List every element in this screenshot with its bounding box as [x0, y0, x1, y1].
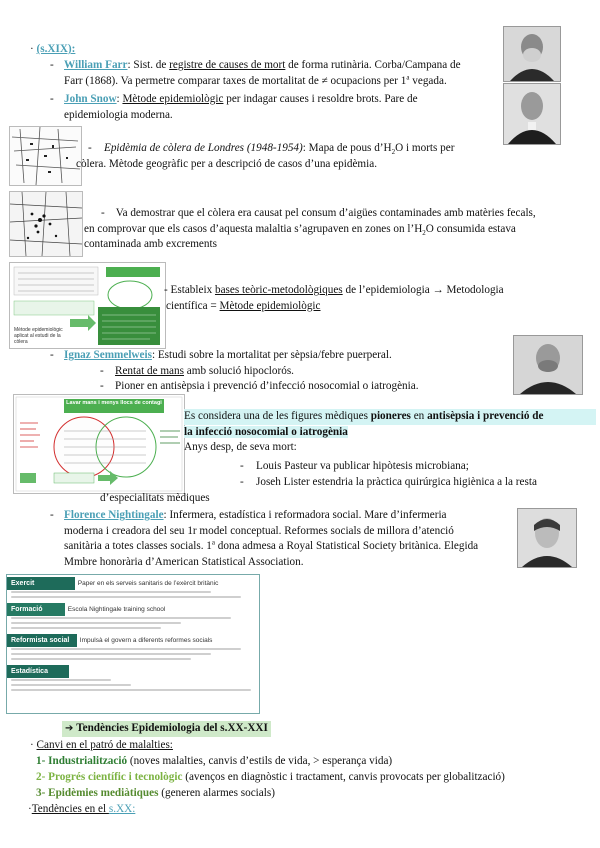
bases-paragraph: - Estableix bases teòric-metodològiques de l’epidemiologia → Metodologia científica = Mètode epidemiològic: [164, 284, 504, 312]
semmelweis-portrait: [513, 335, 583, 395]
table-row: Exercit Paper en els serveis sanitaris de l’exèrcit britànic: [7, 575, 259, 588]
farr-name: William Farr: [64, 59, 128, 71]
snow-portrait: [503, 83, 561, 145]
lister-line: - Joseh Lister estendria la pràctica quirúrgica higiènica a la resta: [240, 476, 537, 488]
section-19-header: · (s.XIX):: [30, 43, 76, 55]
nightingale-portrait: [517, 508, 577, 568]
trend-item-3: 3- Epidèmies mediàtiques (generen alarmes socials): [36, 787, 275, 799]
methodology-diagram: [9, 262, 166, 349]
pasteur-line: - Louis Pasteur va publicar hipòtesis microbiana;: [240, 460, 469, 472]
trends-20th: ·Tendències en el s.XX:: [28, 803, 136, 815]
pioneer-paragraph: Es considera una de les figures mèdiques pioneres en antisèpsia i prevenció de la infecció nosocomial o iatrogènia Anys desp, de seva mort:: [184, 409, 596, 456]
snow-map-image: [9, 191, 83, 257]
table-row: Formació Escola Nightingale training school: [7, 601, 259, 614]
nightingale-name: Florence Nightingale: [64, 509, 164, 521]
snow-name: John Snow: [64, 93, 117, 105]
century-label: (s.XIX):: [36, 43, 76, 55]
farr-paragraph: - William Farr: Sist. de registre de causes de mort de forma rutinària. Corba/Campana de Farr (1868). Va permetre comparar taxes de mortalitat de ≠ ocupacions per 1$^a$ vegada.: [50, 59, 461, 87]
nightingale-table: [6, 574, 260, 714]
lister-line-2: d’especialitats mèdiques: [100, 492, 210, 504]
cholera-paragraph: - Epidèmia de còlera de Londres (1948-1954): Mapa de pous $d’H_2O$ i morts per còlera. Mètode geogràfic per a descripció de casos d’una epidèmia.: [76, 142, 455, 170]
table-row: Reformista social Impulsà el govern a diferents reformes socials: [7, 632, 259, 645]
trend-item-2: 2- Progrés científic i tecnològic (avenços en diagnòstic i tractament, canvis provocats per globalització): [36, 771, 505, 783]
snow-paragraph: - John Snow: Mètode epidemiològic per indagar causes i resoldre brots. Pare de epidemiologia moderna.: [50, 93, 418, 121]
table-row: Estadística: [7, 663, 259, 676]
semmelweis-banner-text: Lavar mans i menys llocs de contagi: [66, 400, 162, 406]
farr-portrait: [503, 26, 561, 82]
trend-item-1: 1- Industrialització (noves malalties, canvis d’estils de vida, > esperança vida): [36, 755, 393, 767]
trends-heading: ➔ Tendències Epidemiologia del s.XX-XXI: [62, 721, 271, 737]
semmelweis-paragraph: - Ignaz Semmelweis: Estudi sobre la mortalitat per sèpsia/febre puerperal. - Rentat de mans amb solució hipoclorós. - Pioner en antisèpsia i prevenció d’infecció nosocomial o iatrogènia.: [50, 349, 419, 392]
semmelweis-diagram: [13, 394, 185, 494]
demonstration-paragraph: - Va demostrar que el còlera era causat pel consum d’aigües contaminades amb matèries fecals, en comprovar que els casos d’aquesta malaltia s’agrupaven en zones on $l’H_2O$ consumida estava contaminada amb excrements: [84, 207, 536, 250]
methodology-caption: Mètode epidemiològic aplicat al estudi de la còlera: [14, 327, 63, 345]
semmelweis-name: Ignaz Semmelweis: [64, 349, 152, 361]
pattern-change: · Canvi en el patró de malalties:: [30, 739, 173, 751]
cholera-map-image: [9, 126, 82, 186]
nightingale-paragraph: - Florence Nightingale: Infermera, estadística i reformadora social. Mare d’infermeria moderna i creadora del seu 1r model conceptual. Reformes socials de millora d’atenció sanitària a totes classes socials. 1$^a$ dona admesa a Royal Statistical Society britànica. Elegida Mmbre honorària d’American Statistical Association.: [50, 509, 479, 568]
